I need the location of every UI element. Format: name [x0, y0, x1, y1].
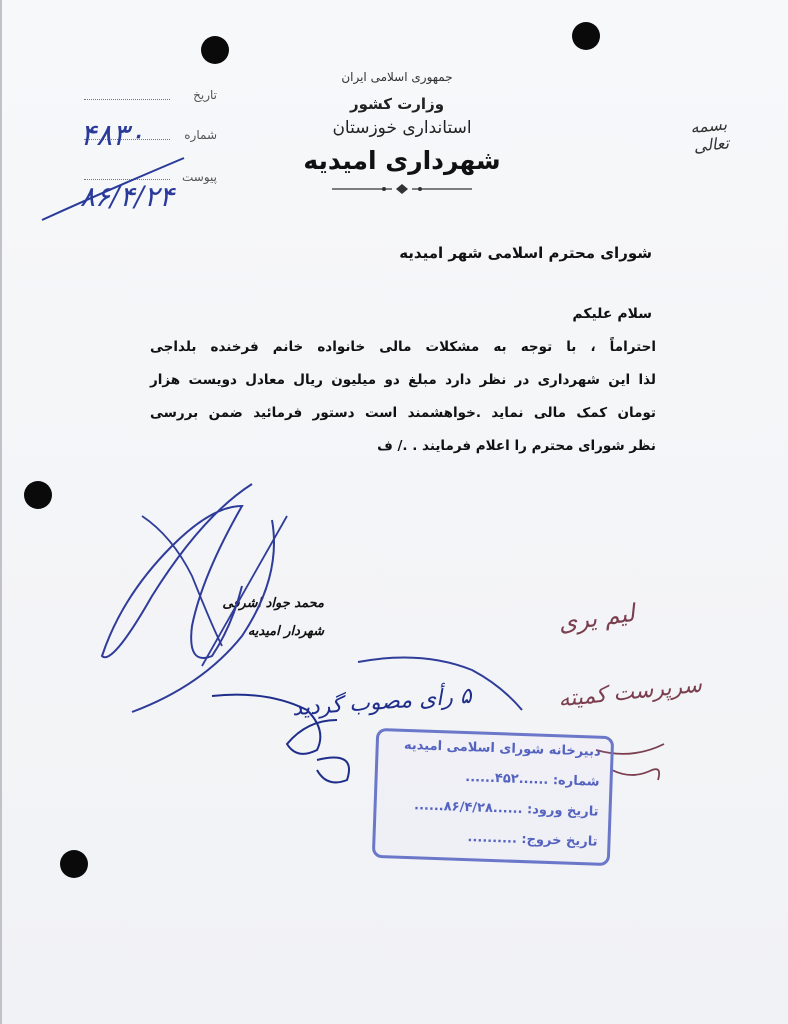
body-line: احتراماً ، با توجه به مشکلات مالی خانواده خانم فرخنده بلداجی — [150, 339, 656, 355]
number-label: شماره — [184, 128, 217, 142]
body-line: تومان کمک مالی نماید .خواهشمند است دستور فرمائید ضمن بررسی — [150, 405, 656, 421]
signer-name: محمد جواد اشرفی — [222, 596, 324, 611]
stamp-entry-date: تاریخ ورود: ......۸۶/۴/۲۸...... — [413, 798, 599, 820]
handwritten-vote-note: ۵ رأی مصوب گردید — [291, 683, 473, 722]
header-province: استانداری خوزستان — [332, 118, 472, 138]
handwritten-note-right-1: لیم یری — [556, 598, 637, 638]
stamp-number: شماره: ......۴۵۲...... — [465, 770, 600, 790]
stamp-exit-date: تاریخ خروج: .......... — [467, 830, 598, 850]
header-municipality: شهرداری امیدیه — [303, 146, 501, 175]
date-label: تاریخ — [193, 88, 217, 102]
date-dotted-line — [84, 98, 170, 100]
stamp-title: دبیرخانه شورای اسلامی امیدیه — [403, 737, 601, 760]
punch-hole — [60, 850, 88, 878]
body-line: لذا این شهرداری در نظر دارد مبلغ دو میلیون ریال معادل دویست هزار — [150, 372, 656, 388]
council-registration-stamp — [372, 728, 614, 866]
handwritten-note-right-2: سرپرست کمیته — [557, 672, 704, 713]
top-right-motto: بسمه تعالی — [689, 114, 730, 156]
handwritten-number: ۴۸۳۰ — [80, 118, 145, 153]
punch-hole — [572, 22, 600, 50]
header-country: جمهوری اسلامی ایران — [341, 70, 453, 84]
header-ministry: وزارت کشور — [349, 95, 445, 113]
body-line: نظر شورای محترم را اعلام فرمایند . ./ ف — [377, 438, 656, 454]
header-ornament — [322, 182, 482, 196]
punch-hole — [24, 481, 52, 509]
addressee: شورای محترم اسلامی شهر امیدیه — [399, 244, 652, 262]
handwritten-date: ۸۶/۴/۲۴ — [80, 180, 175, 213]
attachment-label: پیوست — [182, 170, 217, 184]
punch-hole — [201, 36, 229, 64]
greeting: سلام علیکم — [572, 306, 652, 322]
signer-title: شهردار امیدیه — [247, 624, 324, 639]
date-underline-stroke — [38, 150, 188, 230]
